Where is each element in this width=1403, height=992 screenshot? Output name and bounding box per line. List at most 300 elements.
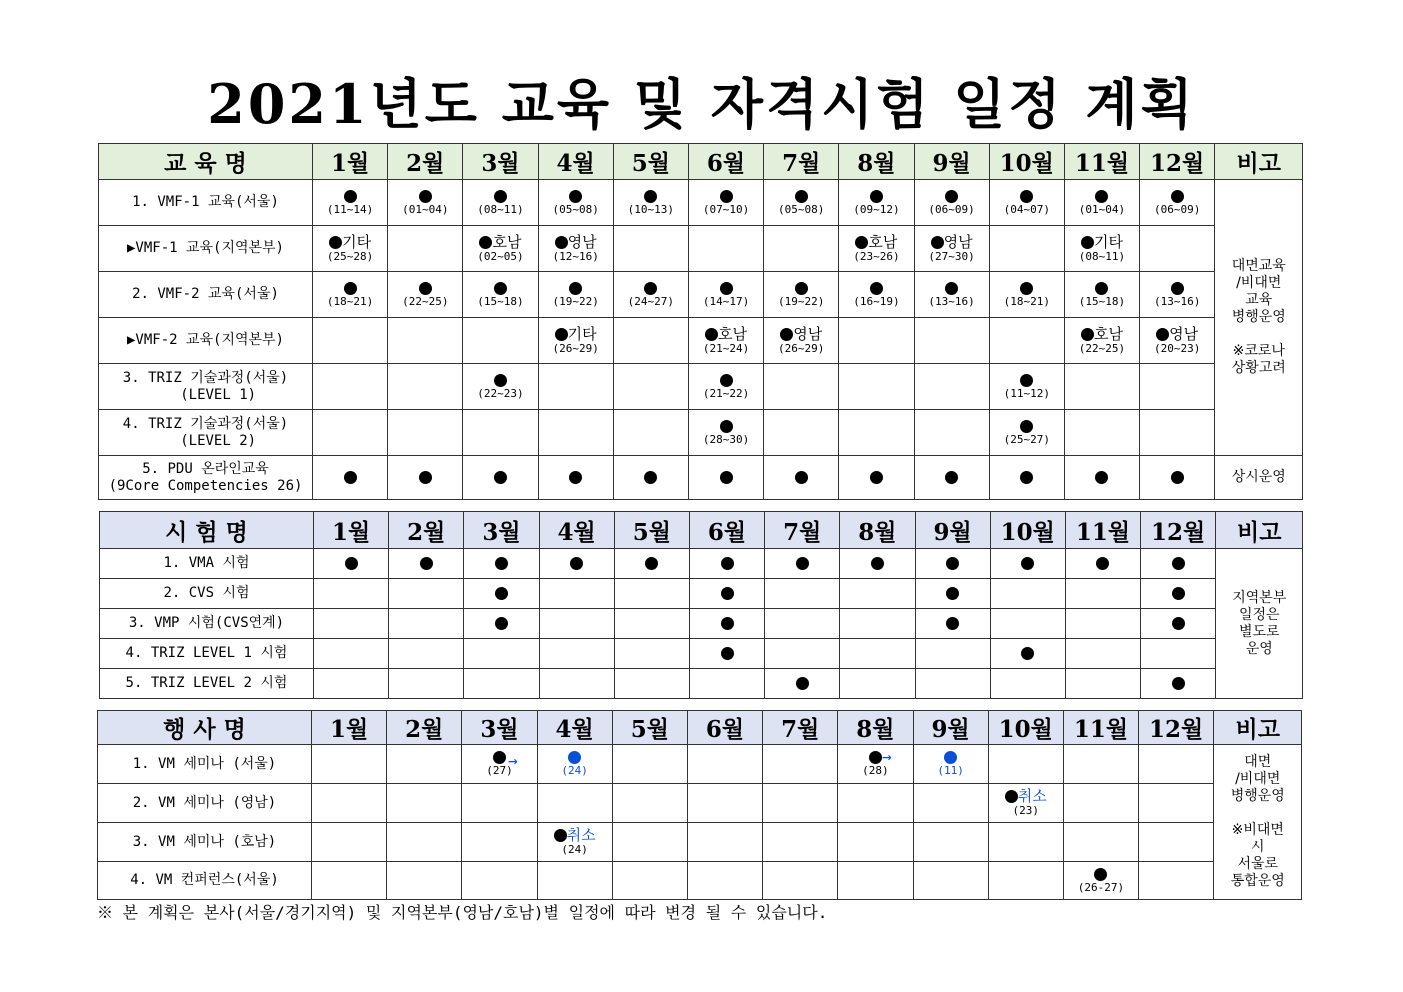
entry-mark	[344, 190, 357, 203]
schedule-entry	[840, 557, 914, 570]
month-cell	[1063, 745, 1138, 784]
table-row	[99, 272, 1303, 318]
month-cell	[1141, 549, 1216, 579]
schedule-entry	[1140, 471, 1214, 484]
dot-icon	[568, 751, 581, 764]
date-range: (22~25)	[402, 294, 449, 308]
entry-mark	[494, 471, 507, 484]
table-row	[99, 410, 1303, 456]
row-name: ▶VMF-2 교육(지역본부)	[99, 318, 313, 364]
entry-mark	[946, 557, 959, 570]
entry-mark	[420, 557, 433, 570]
entry-mark	[795, 471, 808, 484]
month-cell	[1141, 579, 1216, 609]
dot-icon	[721, 647, 734, 660]
schedule-entry	[313, 471, 387, 484]
row-name: 1. VM 세미나 (서울)	[98, 745, 312, 784]
entry-mark	[721, 617, 734, 630]
entry-mark	[495, 587, 508, 600]
table-row	[100, 639, 1303, 669]
schedule-entry	[915, 282, 989, 308]
month-cell	[539, 549, 614, 579]
month-cell	[1140, 226, 1215, 272]
month-cell	[988, 823, 1063, 862]
dot-icon	[419, 471, 432, 484]
schedule-entry	[1141, 557, 1215, 570]
table-row	[99, 180, 1303, 226]
dot-icon	[569, 471, 582, 484]
month-cell	[915, 639, 990, 669]
dot-icon	[644, 471, 657, 484]
entry-mark	[644, 471, 657, 484]
event-schedule-table	[97, 710, 1302, 900]
dot-icon	[795, 190, 808, 203]
schedule-entry	[690, 557, 764, 570]
schedule-entry	[464, 617, 538, 630]
month-cell	[1139, 784, 1214, 823]
date-range: (11~14)	[326, 202, 374, 216]
month-cell	[314, 639, 389, 669]
month-cell	[915, 669, 990, 699]
month-cell	[989, 364, 1064, 410]
schedule-entry	[388, 282, 462, 308]
month-cell	[388, 456, 463, 500]
month-cell	[388, 318, 463, 364]
entry-mark	[720, 374, 733, 387]
month-header: 3월	[463, 144, 538, 180]
header-row	[98, 711, 1302, 745]
dot-icon	[1171, 190, 1184, 203]
month-cell	[463, 180, 538, 226]
entry-mark	[1005, 789, 1047, 804]
month-header: 11월	[1065, 512, 1140, 549]
schedule-entry	[916, 557, 990, 570]
entry-mark	[720, 282, 733, 295]
month-cell	[314, 549, 389, 579]
month-cell	[463, 410, 538, 456]
dot-icon	[1172, 677, 1185, 690]
dot-icon	[1021, 647, 1034, 660]
month-cell	[614, 669, 689, 699]
schedule-entry	[539, 190, 613, 216]
schedule-entry	[540, 557, 614, 570]
month-cell	[1064, 318, 1139, 364]
schedule-entry	[1141, 677, 1215, 690]
month-cell	[1140, 318, 1215, 364]
month-cell	[990, 669, 1065, 699]
month-cell	[989, 456, 1064, 500]
schedule-entry	[1140, 324, 1214, 355]
dot-icon	[945, 471, 958, 484]
date-range: (14~17)	[702, 294, 750, 308]
entry-mark	[645, 557, 658, 570]
date-range: (27~30)	[928, 249, 975, 263]
schedule-entry	[916, 587, 990, 600]
month-cell	[989, 226, 1064, 272]
table-row	[99, 364, 1303, 410]
month-cell	[1139, 745, 1214, 784]
dot-icon	[944, 751, 957, 764]
entry-mark	[1171, 190, 1184, 203]
month-cell	[1141, 669, 1216, 699]
month-header: 4월	[537, 711, 612, 745]
month-cell	[839, 180, 914, 226]
table-row	[100, 669, 1303, 699]
schedule-entry	[916, 617, 990, 630]
month-cell	[914, 364, 989, 410]
month-header: 5월	[614, 512, 689, 549]
schedule-entry	[689, 374, 763, 400]
month-cell	[538, 364, 613, 410]
month-cell	[1063, 862, 1138, 900]
date-range: (15~18)	[1078, 294, 1126, 308]
month-header: 5월	[612, 711, 687, 745]
entry-mark	[945, 471, 958, 484]
month-cell	[1141, 609, 1216, 639]
month-cell	[689, 549, 764, 579]
month-cell	[313, 272, 388, 318]
note-header: 비고	[1214, 711, 1302, 745]
date-range: (21~24)	[702, 341, 750, 355]
dot-icon	[329, 236, 342, 249]
date-range: (19~22)	[778, 294, 825, 308]
month-header: 2월	[389, 512, 464, 549]
month-cell	[765, 639, 840, 669]
month-cell	[313, 180, 388, 226]
entry-mark	[870, 282, 883, 295]
month-cell	[389, 579, 464, 609]
entry-mark	[1081, 232, 1123, 251]
entry-mark	[493, 751, 506, 764]
schedule-entry	[614, 471, 688, 484]
month-cell	[913, 745, 988, 784]
dot-icon	[720, 190, 733, 203]
month-cell	[990, 639, 1065, 669]
month-cell	[688, 364, 763, 410]
month-cell	[462, 823, 537, 862]
month-cell	[687, 784, 762, 823]
month-cell	[612, 745, 687, 784]
month-cell	[764, 364, 839, 410]
entry-mark	[329, 232, 372, 251]
table-row	[98, 784, 1302, 823]
row-name: 3. VM 세미나 (호남)	[98, 823, 312, 862]
dot-icon	[705, 328, 718, 341]
entry-mark	[1021, 647, 1034, 660]
month-cell	[689, 639, 764, 669]
dot-icon	[946, 587, 959, 600]
table-row	[100, 579, 1303, 609]
month-cell	[840, 579, 915, 609]
dot-icon	[419, 282, 432, 295]
dot-icon	[721, 587, 734, 600]
month-cell	[1140, 456, 1215, 500]
dot-icon	[1171, 471, 1184, 484]
dot-icon	[721, 557, 734, 570]
dot-icon	[645, 557, 658, 570]
dot-icon	[479, 236, 492, 249]
month-cell	[688, 272, 763, 318]
month-cell	[614, 609, 689, 639]
month-cell	[913, 784, 988, 823]
month-header: 5월	[613, 144, 688, 180]
row-name: 1. VMA 시험	[100, 549, 314, 579]
dot-icon	[855, 236, 868, 249]
month-cell	[537, 862, 612, 900]
entry-mark	[644, 190, 657, 203]
entry-label: 기타	[1093, 232, 1123, 251]
month-cell	[914, 318, 989, 364]
header-row	[99, 144, 1303, 180]
dot-icon	[795, 471, 808, 484]
month-cell	[313, 364, 388, 410]
month-cell	[537, 745, 612, 784]
entry-mark	[1096, 557, 1109, 570]
entry-mark	[494, 190, 507, 203]
date-range: (15~18)	[477, 294, 524, 308]
month-cell	[463, 318, 538, 364]
month-cell	[1065, 639, 1140, 669]
dot-icon	[946, 617, 959, 630]
schedule-entry	[388, 471, 462, 484]
month-cell	[765, 609, 840, 639]
month-cell	[838, 862, 913, 900]
schedule-entry	[313, 232, 387, 263]
month-cell	[1064, 410, 1139, 456]
dot-icon	[871, 557, 884, 570]
dot-icon	[1096, 557, 1109, 570]
table-row	[99, 456, 1303, 500]
schedule-entry	[1140, 282, 1214, 308]
month-cell	[389, 549, 464, 579]
month-header: 9월	[913, 711, 988, 745]
month-header: 1월	[313, 144, 388, 180]
month-header: 10월	[988, 711, 1063, 745]
month-cell	[764, 226, 839, 272]
month-cell	[989, 410, 1064, 456]
schedule-entry	[463, 190, 537, 216]
schedule-entry	[991, 557, 1065, 570]
note-header: 비고	[1215, 144, 1303, 180]
month-cell	[613, 180, 688, 226]
month-header: 12월	[1139, 711, 1214, 745]
entry-mark	[344, 471, 357, 484]
entry-mark	[494, 282, 507, 295]
month-header: 7월	[765, 512, 840, 549]
month-cell	[687, 823, 762, 862]
date-range: (13~16)	[928, 294, 975, 308]
month-cell	[612, 862, 687, 900]
dot-icon	[569, 282, 582, 295]
month-cell	[1065, 579, 1140, 609]
date-range: (22~25)	[1078, 341, 1126, 355]
schedule-entry	[764, 190, 838, 216]
entry-mark	[555, 232, 597, 251]
schedule-entry	[839, 471, 913, 484]
date-range: (13~16)	[1153, 294, 1201, 308]
entry-label: 호남	[868, 232, 898, 251]
month-cell	[462, 862, 537, 900]
entry-mark	[944, 751, 957, 764]
dot-icon	[494, 471, 507, 484]
entry-mark	[479, 232, 522, 251]
month-cell	[538, 456, 613, 500]
dot-icon	[1172, 587, 1185, 600]
month-header: 11월	[1063, 711, 1138, 745]
entry-label: 영남	[943, 232, 973, 251]
month-header: 4월	[538, 144, 613, 180]
schedule-entry	[539, 324, 613, 355]
entry-mark	[419, 190, 432, 203]
date-range: (21~22)	[702, 386, 750, 400]
dot-icon	[1081, 236, 1094, 249]
date-range: (24~27)	[627, 294, 675, 308]
month-cell	[840, 549, 915, 579]
dot-icon	[419, 190, 432, 203]
schedule-entry	[313, 282, 387, 308]
schedule-entry	[1065, 190, 1139, 216]
schedule-entry	[914, 751, 988, 777]
month-cell	[840, 609, 915, 639]
schedule-entry	[464, 587, 538, 600]
month-cell	[539, 669, 614, 699]
note-cell: 대면교육 /비대면 교육 병행운영 ※코로나 상황고려	[1215, 180, 1303, 456]
month-header: 3월	[462, 711, 537, 745]
entry-mark	[720, 471, 733, 484]
entry-mark	[1021, 557, 1034, 570]
month-cell	[388, 226, 463, 272]
dot-icon	[945, 190, 958, 203]
date-range: (26~29)	[778, 341, 825, 355]
dot-icon	[1020, 190, 1033, 203]
entry-mark	[795, 190, 808, 203]
month-cell	[689, 669, 764, 699]
dot-icon	[494, 374, 507, 387]
entry-mark	[1095, 282, 1108, 295]
entry-mark	[495, 557, 508, 570]
entry-mark	[1020, 471, 1033, 484]
arrow-icon: →	[508, 751, 518, 770]
month-cell	[839, 456, 914, 500]
date-range: (25~28)	[326, 249, 374, 263]
month-cell	[764, 180, 839, 226]
entry-mark	[1095, 190, 1108, 203]
entry-mark	[705, 324, 748, 343]
entry-mark	[569, 190, 582, 203]
row-name: 2. VM 세미나 (영남)	[98, 784, 312, 823]
month-header: 6월	[688, 144, 763, 180]
month-header: 1월	[314, 512, 389, 549]
entry-label: 기타	[567, 324, 597, 343]
month-cell	[538, 318, 613, 364]
month-cell	[389, 609, 464, 639]
month-cell	[763, 823, 838, 862]
month-cell	[537, 784, 612, 823]
entry-mark	[855, 232, 898, 251]
month-cell	[463, 226, 538, 272]
row-name: 5. TRIZ LEVEL 2 시험	[100, 669, 314, 699]
month-cell	[989, 318, 1064, 364]
dot-icon	[720, 420, 733, 433]
month-cell	[387, 823, 462, 862]
dot-icon	[494, 282, 507, 295]
entry-mark	[871, 557, 884, 570]
schedule-entry	[1065, 324, 1139, 355]
schedule-entry	[615, 557, 689, 570]
month-cell	[990, 549, 1065, 579]
dot-icon	[495, 557, 508, 570]
month-header: 10월	[989, 144, 1064, 180]
month-cell	[314, 669, 389, 699]
month-cell	[313, 410, 388, 456]
month-cell	[312, 784, 387, 823]
month-cell	[914, 456, 989, 500]
month-cell	[463, 272, 538, 318]
schedule-entry	[1065, 282, 1139, 308]
entry-mark	[946, 617, 959, 630]
footnote: ※ 본 계획은 본사(서울/경기지역) 및 지역본부(영남/호남)별 일정에 따라 변경 될 수 있습니다.	[97, 903, 828, 922]
schedule-entry	[915, 232, 989, 263]
month-header: 2월	[388, 144, 463, 180]
month-cell	[387, 745, 462, 784]
schedule-entry	[839, 232, 913, 263]
row-name: 1. VMF-1 교육(서울)	[99, 180, 313, 226]
date-range: (06~09)	[928, 202, 975, 216]
schedule-entry	[764, 324, 838, 355]
schedule-entry	[689, 471, 763, 484]
date-range: (06~09)	[1153, 202, 1201, 216]
section-header: 행 사 명	[98, 711, 312, 745]
month-cell	[1140, 364, 1215, 410]
month-cell	[688, 226, 763, 272]
date-range: (18~21)	[326, 294, 374, 308]
dot-icon	[494, 190, 507, 203]
month-cell	[1139, 823, 1214, 862]
row-name: 2. VMF-2 교육(서울)	[99, 272, 313, 318]
dot-icon	[1095, 471, 1108, 484]
schedule-entry	[915, 471, 989, 484]
entry-mark	[1081, 324, 1123, 343]
month-cell	[1064, 226, 1139, 272]
month-cell	[1064, 456, 1139, 500]
dot-icon	[1081, 328, 1094, 341]
month-cell	[1064, 180, 1139, 226]
dot-icon	[1172, 617, 1185, 630]
month-cell	[839, 364, 914, 410]
row-name: 3. TRIZ 기술과정(서울) (LEVEL 1)	[99, 364, 313, 410]
dot-icon	[720, 282, 733, 295]
entry-mark	[796, 557, 809, 570]
dot-icon	[495, 617, 508, 630]
date-range: (12~16)	[552, 249, 599, 263]
entry-label: 기타	[342, 232, 372, 251]
entry-mark	[945, 282, 958, 295]
schedule-entry	[990, 420, 1064, 446]
schedule-entry	[1140, 190, 1214, 216]
month-cell	[688, 318, 763, 364]
header-row	[100, 512, 1303, 549]
month-cell	[388, 410, 463, 456]
entry-label: 영남	[567, 232, 597, 251]
schedule-entry	[689, 324, 763, 355]
schedule-entry	[313, 190, 387, 216]
month-cell	[914, 272, 989, 318]
date-range: (11~12)	[1003, 386, 1050, 400]
schedule-entry	[915, 190, 989, 216]
date-range: (07~10)	[702, 202, 750, 216]
schedule-entry	[463, 282, 537, 308]
month-cell	[312, 823, 387, 862]
